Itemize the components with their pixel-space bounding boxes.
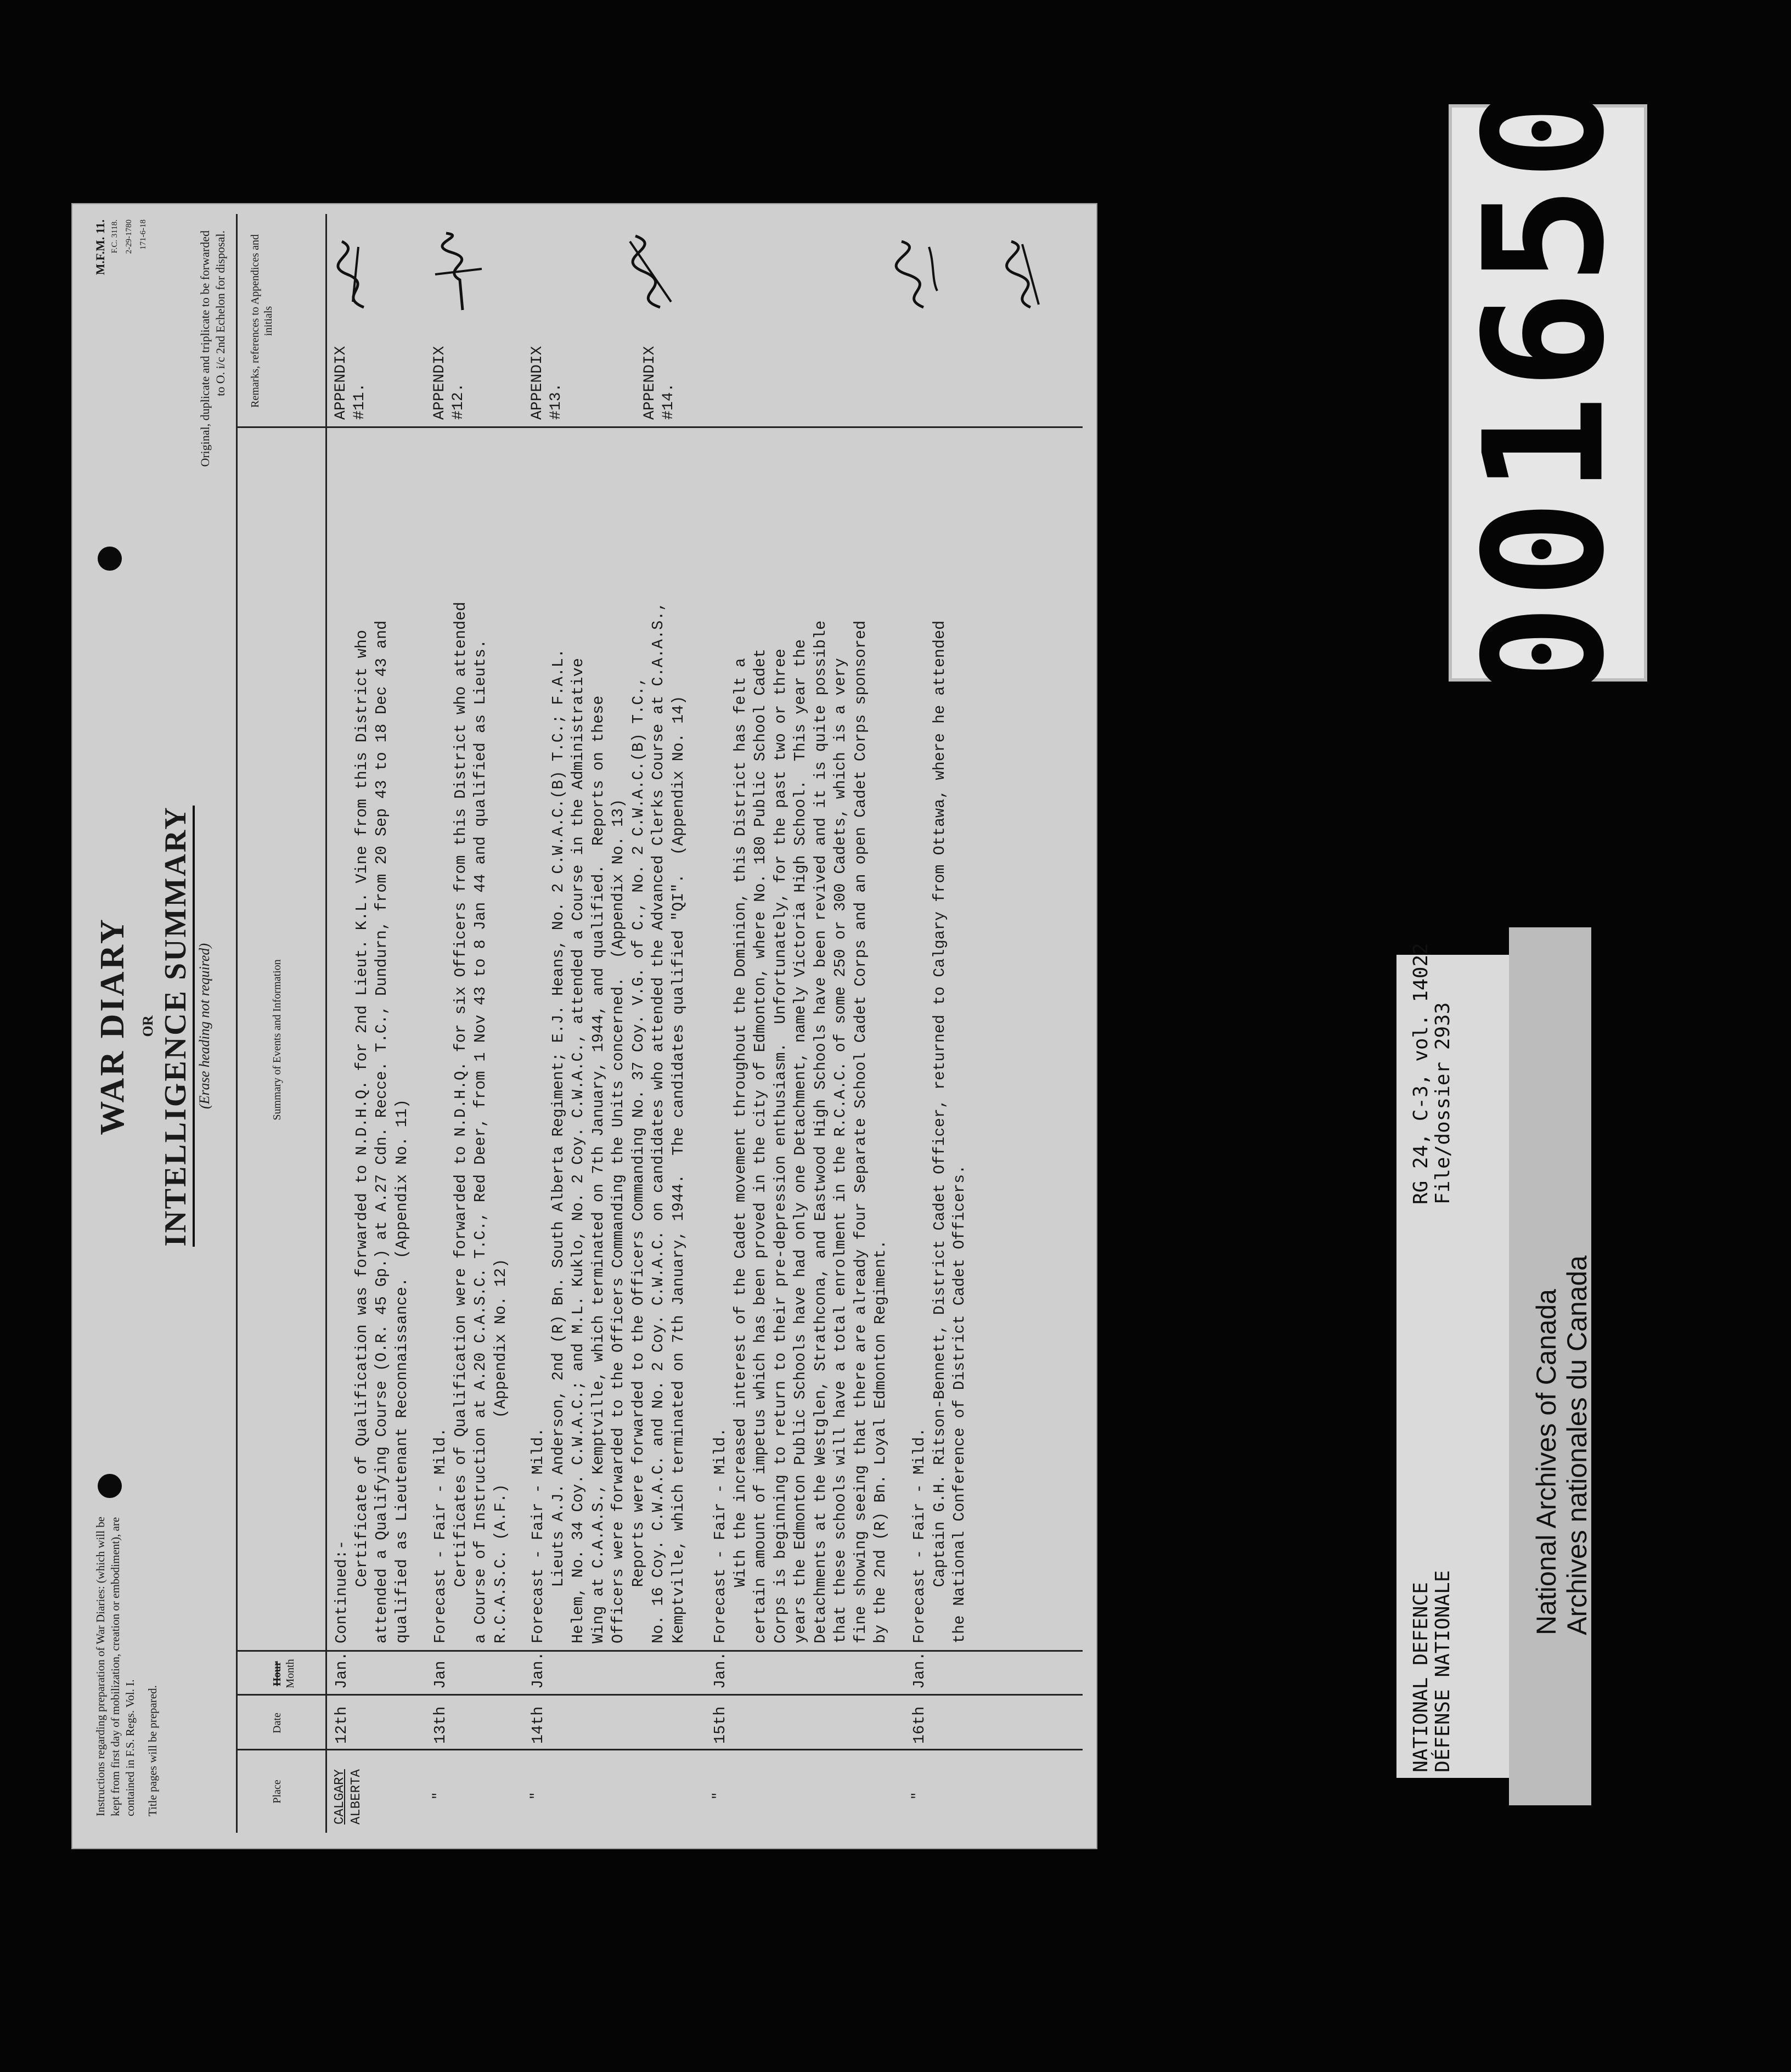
month-cell: Jan. (910, 1651, 928, 1689)
col-header-place: Place (271, 1780, 283, 1804)
place-ditto: " (711, 1792, 726, 1800)
title-pages-text: Title pages will be prepared. (146, 1685, 159, 1816)
form-print-line-3: 171-6-18 (139, 219, 148, 250)
form-print-line-1: F.C. 3118. (110, 219, 119, 254)
date-cell: 12th (333, 1706, 351, 1744)
place-cell (332, 1769, 365, 1825)
archive-dept-line-2: DÉFENSE NATIONALE (1432, 1570, 1454, 1772)
place-ditto: " (431, 1792, 446, 1800)
form-number (93, 219, 150, 395)
remark-appendix: APPENDIX #11. (333, 346, 368, 420)
remark-appendix: APPENDIX #14. (641, 346, 677, 420)
title-intelligence-summary-text: INTELLIGENCE SUMMARY (159, 806, 195, 1246)
title-or: OR (140, 1015, 156, 1037)
date-cell: 13th (431, 1706, 449, 1744)
col-header-summary: Summary of Events and Information (271, 959, 283, 1121)
distribution-note-line-2: to O. i/c 2nd Echelon for disposal. (213, 230, 227, 396)
archive-dept-line-1: NATIONAL DEFENCE (1410, 1582, 1432, 1772)
month-cell: Jan (431, 1660, 449, 1689)
archive-ref-line-1: RG 24, C-3, vol. 14022 (1410, 943, 1432, 1204)
handwritten-initials (891, 236, 945, 313)
entry-text: Forecast - Fair - Mild. Certificates of Qualification were forwarded to N.D.H.Q. for six Officers from this District who attended a Course of Instruction at A.20 C.A.S.C. T.C., Red Deer, from 1 Nov 43 to 8 Jan 44 and qualified as Lieuts. R.C.A.S.C. (A.F.) (Appendix No. 12) (431, 601, 510, 1643)
date-cell: 16th (910, 1706, 928, 1744)
entry-text: Forecast - Fair - Mild. With the increased interest of the Cadet movement throughout the Dominion, this District has felt a certain amount of impetus which has been proved in the city of Edmonton, where No. 180 Public School Cadet Corps is beginning to return to their pre-depression enthusiasm. Unfortunately, for the past two or three years the Edmonton Public Schools have had only one Detachment, namely Victoria High School. This year the Detachments at the Westglen, Strathcona, and Eastwood High Schools have been revived and it is quite possible that these schools will have a total enrolment in the R.C.A.C. of some 250 or 300 Cadets, which is a very fine showing seeing that there are already four Separate School Cadet Corps and an open Cadet Corps sponsored by the 2nd (R) Bn. Loyal Edmonton Regiment. (711, 620, 889, 1643)
col-header-remarks: Remarks, references to Appendices and initials (249, 234, 274, 408)
column-divider (238, 1650, 1083, 1652)
date-cell: 15th (711, 1706, 729, 1744)
col-header-hour-struck: Hour (271, 1661, 283, 1686)
month-cell: Jan. (711, 1651, 729, 1689)
frame-number: 001650 (1449, 76, 1641, 703)
header-divider (325, 214, 327, 1833)
form-print-line-2: 2-29-1780 (125, 219, 133, 254)
diary-table (236, 214, 1083, 1833)
place-ditto: " (529, 1792, 544, 1800)
handwritten-initials (430, 230, 485, 313)
place-calgary: CALGARY (333, 1769, 347, 1825)
date-cell: 14th (529, 1706, 547, 1744)
column-divider (238, 1694, 1083, 1696)
entry-text: Forecast - Fair - Mild. Captain G.H. Ritson-Bennett, District Cadet Officer, returned to Calgary from Ottawa, where he attended the National Conference of District Cadet Officers. (910, 620, 968, 1643)
archive-ref-text (1410, 943, 1454, 1204)
col-header-month (271, 1652, 297, 1696)
col-header-month-text: Month (284, 1659, 296, 1688)
archive-dept-text (1410, 1570, 1454, 1772)
archive-nac-line-2: Archives nationales du Canada (1562, 1255, 1592, 1635)
instructions-note (93, 1509, 168, 1816)
archive-nac-text (1531, 1255, 1592, 1635)
distribution-note (198, 230, 228, 615)
entry-text: Continued:- Certificate of Qualification was forwarded to N.D.H.Q. for 2nd Lieut. K.L. Vine from this District who attended a Qualifying Course (O.R. 45 Gp.) at A.27 Cdn. Recce. T.C., Dundurn, from 20 Sep 43 to 18 Dec 43 and qualified as Lieutenant Reconnaissance. (Appendix No. 11) (333, 620, 411, 1643)
col-header-date: Date (271, 1713, 283, 1733)
war-diary-sheet (71, 203, 1097, 1849)
month-cell: Jan. (529, 1651, 547, 1689)
column-divider (238, 426, 1083, 428)
place-alberta: ALBERTA (349, 1769, 364, 1825)
title-erase-note: (Erase heading not required) (196, 943, 212, 1110)
title-war-diary: WAR DIARY (94, 917, 131, 1135)
handwritten-initials (622, 230, 682, 313)
month-cell: Jan. (333, 1651, 351, 1689)
remark-appendix: APPENDIX #12. (431, 346, 467, 420)
distribution-note-line-1: Original, duplicate and triplicate to be forwarded (198, 230, 212, 467)
column-divider (238, 1749, 1083, 1750)
instructions-text: Instructions regarding preparation of War Diaries: (which will be kept from first day of mobilization, creation or embodiment), are contained in F.S. Regs. Vol. I. (94, 1516, 137, 1816)
entry-text: Forecast - Fair - Mild. Lieuts A.J. Anderson, 2nd (R) Bn. South Alberta Regiment; E.J. Heans, No. 2 C.W.A.C.(B) T.C.; F.A.L. Helem, No. 34 Coy. C.W.A.C.; and M.L. Kuklo, No. 2 Coy. C.W.A.C., attended a Course in the Administrative Wing at C.A.A.S., Kemptville, which terminated on 7th January, 1944, and qualified. Reports on these Officers were forwarded to the Officers Commanding the Units concerned. (Appendix No. 13) Reports were forwarded to the Officers Commanding No. 37 Coy. V.G. of C., No. 2 C.W.A.C.(B) T.C., No. 16 Coy. C.W.A.C. and No. 2 Coy. C.W.A.C. on candidates who attended the Advanced Clerks Course at C.A.A.S., Kemptville, which terminated on 7th January, 1944. The candidates qualified "QI". (Appendix No. 14) (529, 601, 688, 1643)
handwritten-initials (331, 236, 380, 313)
title-intelligence-summary (158, 532, 193, 1520)
handwritten-initials (1000, 236, 1055, 313)
archive-nac-line-1: National Archives of Canada (1531, 1289, 1562, 1635)
form-number-main: M.F.M. 11. (93, 219, 107, 275)
remark-appendix: APPENDIX #13. (529, 346, 565, 420)
archive-ref-line-2: File/dossier 2933 (1432, 1002, 1454, 1204)
place-ditto: " (910, 1792, 925, 1800)
